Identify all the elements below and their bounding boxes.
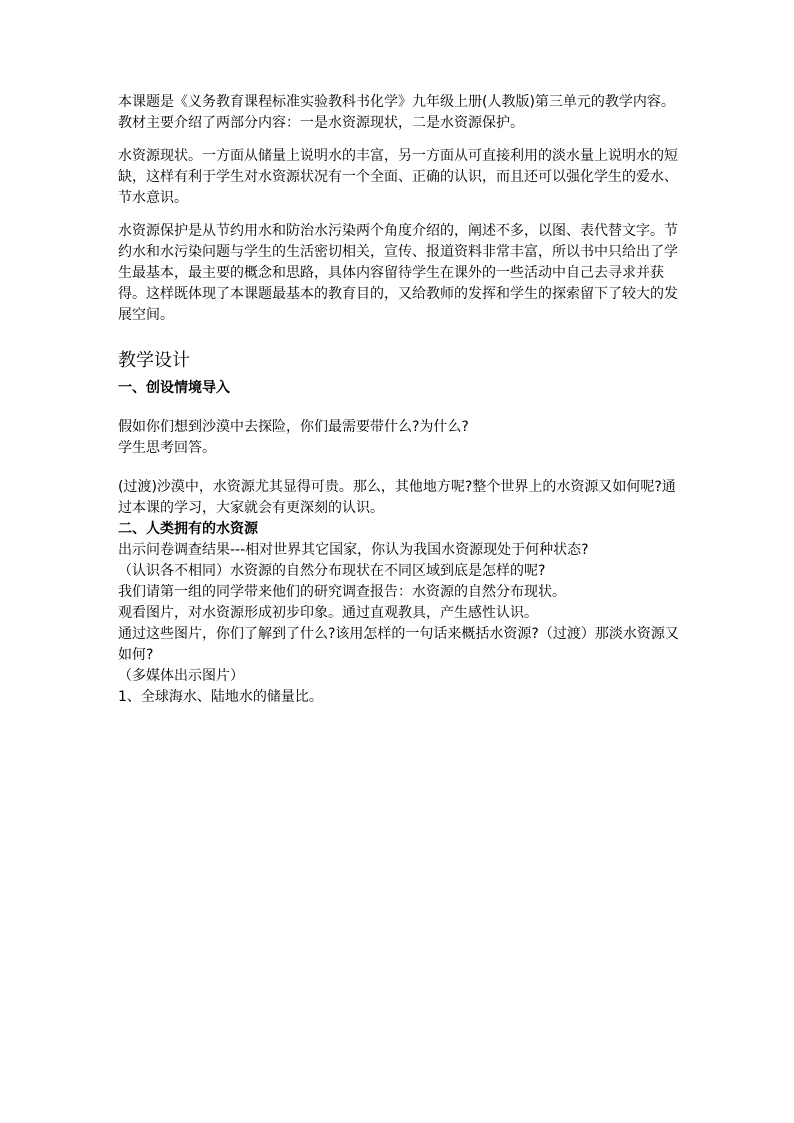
- teaching-design-title: 教学设计: [118, 350, 190, 371]
- document-page: [118, 92, 684, 708]
- section-2-line-5: 通过这些图片，你们了解到了什么?该用怎样的一句话来概括水资源?（过渡）那淡水资源又如何?: [118, 626, 679, 663]
- section-1-heading: 一、创设情境导入: [118, 380, 230, 396]
- section-2-line-1: 出示问卷调查结果---相对世界其它国家，你认为我国水资源现处于何种状态?: [118, 542, 589, 558]
- section-2-line-4: 观看图片，对水资源形成初步印象。通过直观教具，产生感性认识。: [118, 605, 538, 621]
- section-2-line-6: （多媒体出示图片）: [118, 668, 244, 684]
- section-1-student-answer: 学生思考回答。: [118, 440, 216, 456]
- section-1-question: 假如你们想到沙漠中去探险，你们最需要带什么?为什么?: [118, 419, 469, 435]
- section-2-line-7: 1、全球海水、陆地水的储量比。: [118, 689, 323, 705]
- section-1-transition: (过渡)沙漠中，水资源尤其显得可贵。那么，其他地方呢?整个世界上的水资源又如何呢?通过本课的学习，大家就会有更深刻的认识。: [118, 479, 676, 516]
- section-2-heading: 二、人类拥有的水资源: [118, 521, 258, 537]
- section-2-line-3: 我们请第一组的同学带来他们的研究调查报告：水资源的自然分布现状。: [118, 584, 566, 600]
- section-2-line-2: （认识各不相同）水资源的自然分布现状在不同区域到底是怎样的呢?: [118, 563, 546, 579]
- intro-paragraph-2: 水资源现状。一方面从储量上说明水的丰富，另一方面从可直接利用的淡水量上说明水的短缺，这样有利于学生对水资源状况有一个全面、正确的认识，而且还可以强化学生的爱水、节水意识。: [118, 148, 678, 206]
- intro-paragraph-1: 本课题是《义务教育课程标准实验教科书化学》九年级上册(人教版)第三单元的教学内容。教材主要介绍了两部分内容：一是水资源现状，二是水资源保护。: [118, 94, 675, 131]
- intro-paragraph-3: 水资源保护是从节约用水和防治水污染两个角度介绍的，阐述不多，以图、表代替文字。节约水和水污染问题与学生的生活密切相关，宣传、报道资料非常丰富，所以书中只给出了学生最基本，最主要的概念和思路，具体内容留待学生在课外的一些活动中自己去寻求并获得。这样既体现了本课题最基本的教育目的，又给教师的发挥和学生的探索留下了较大的发展空间。: [118, 223, 678, 323]
